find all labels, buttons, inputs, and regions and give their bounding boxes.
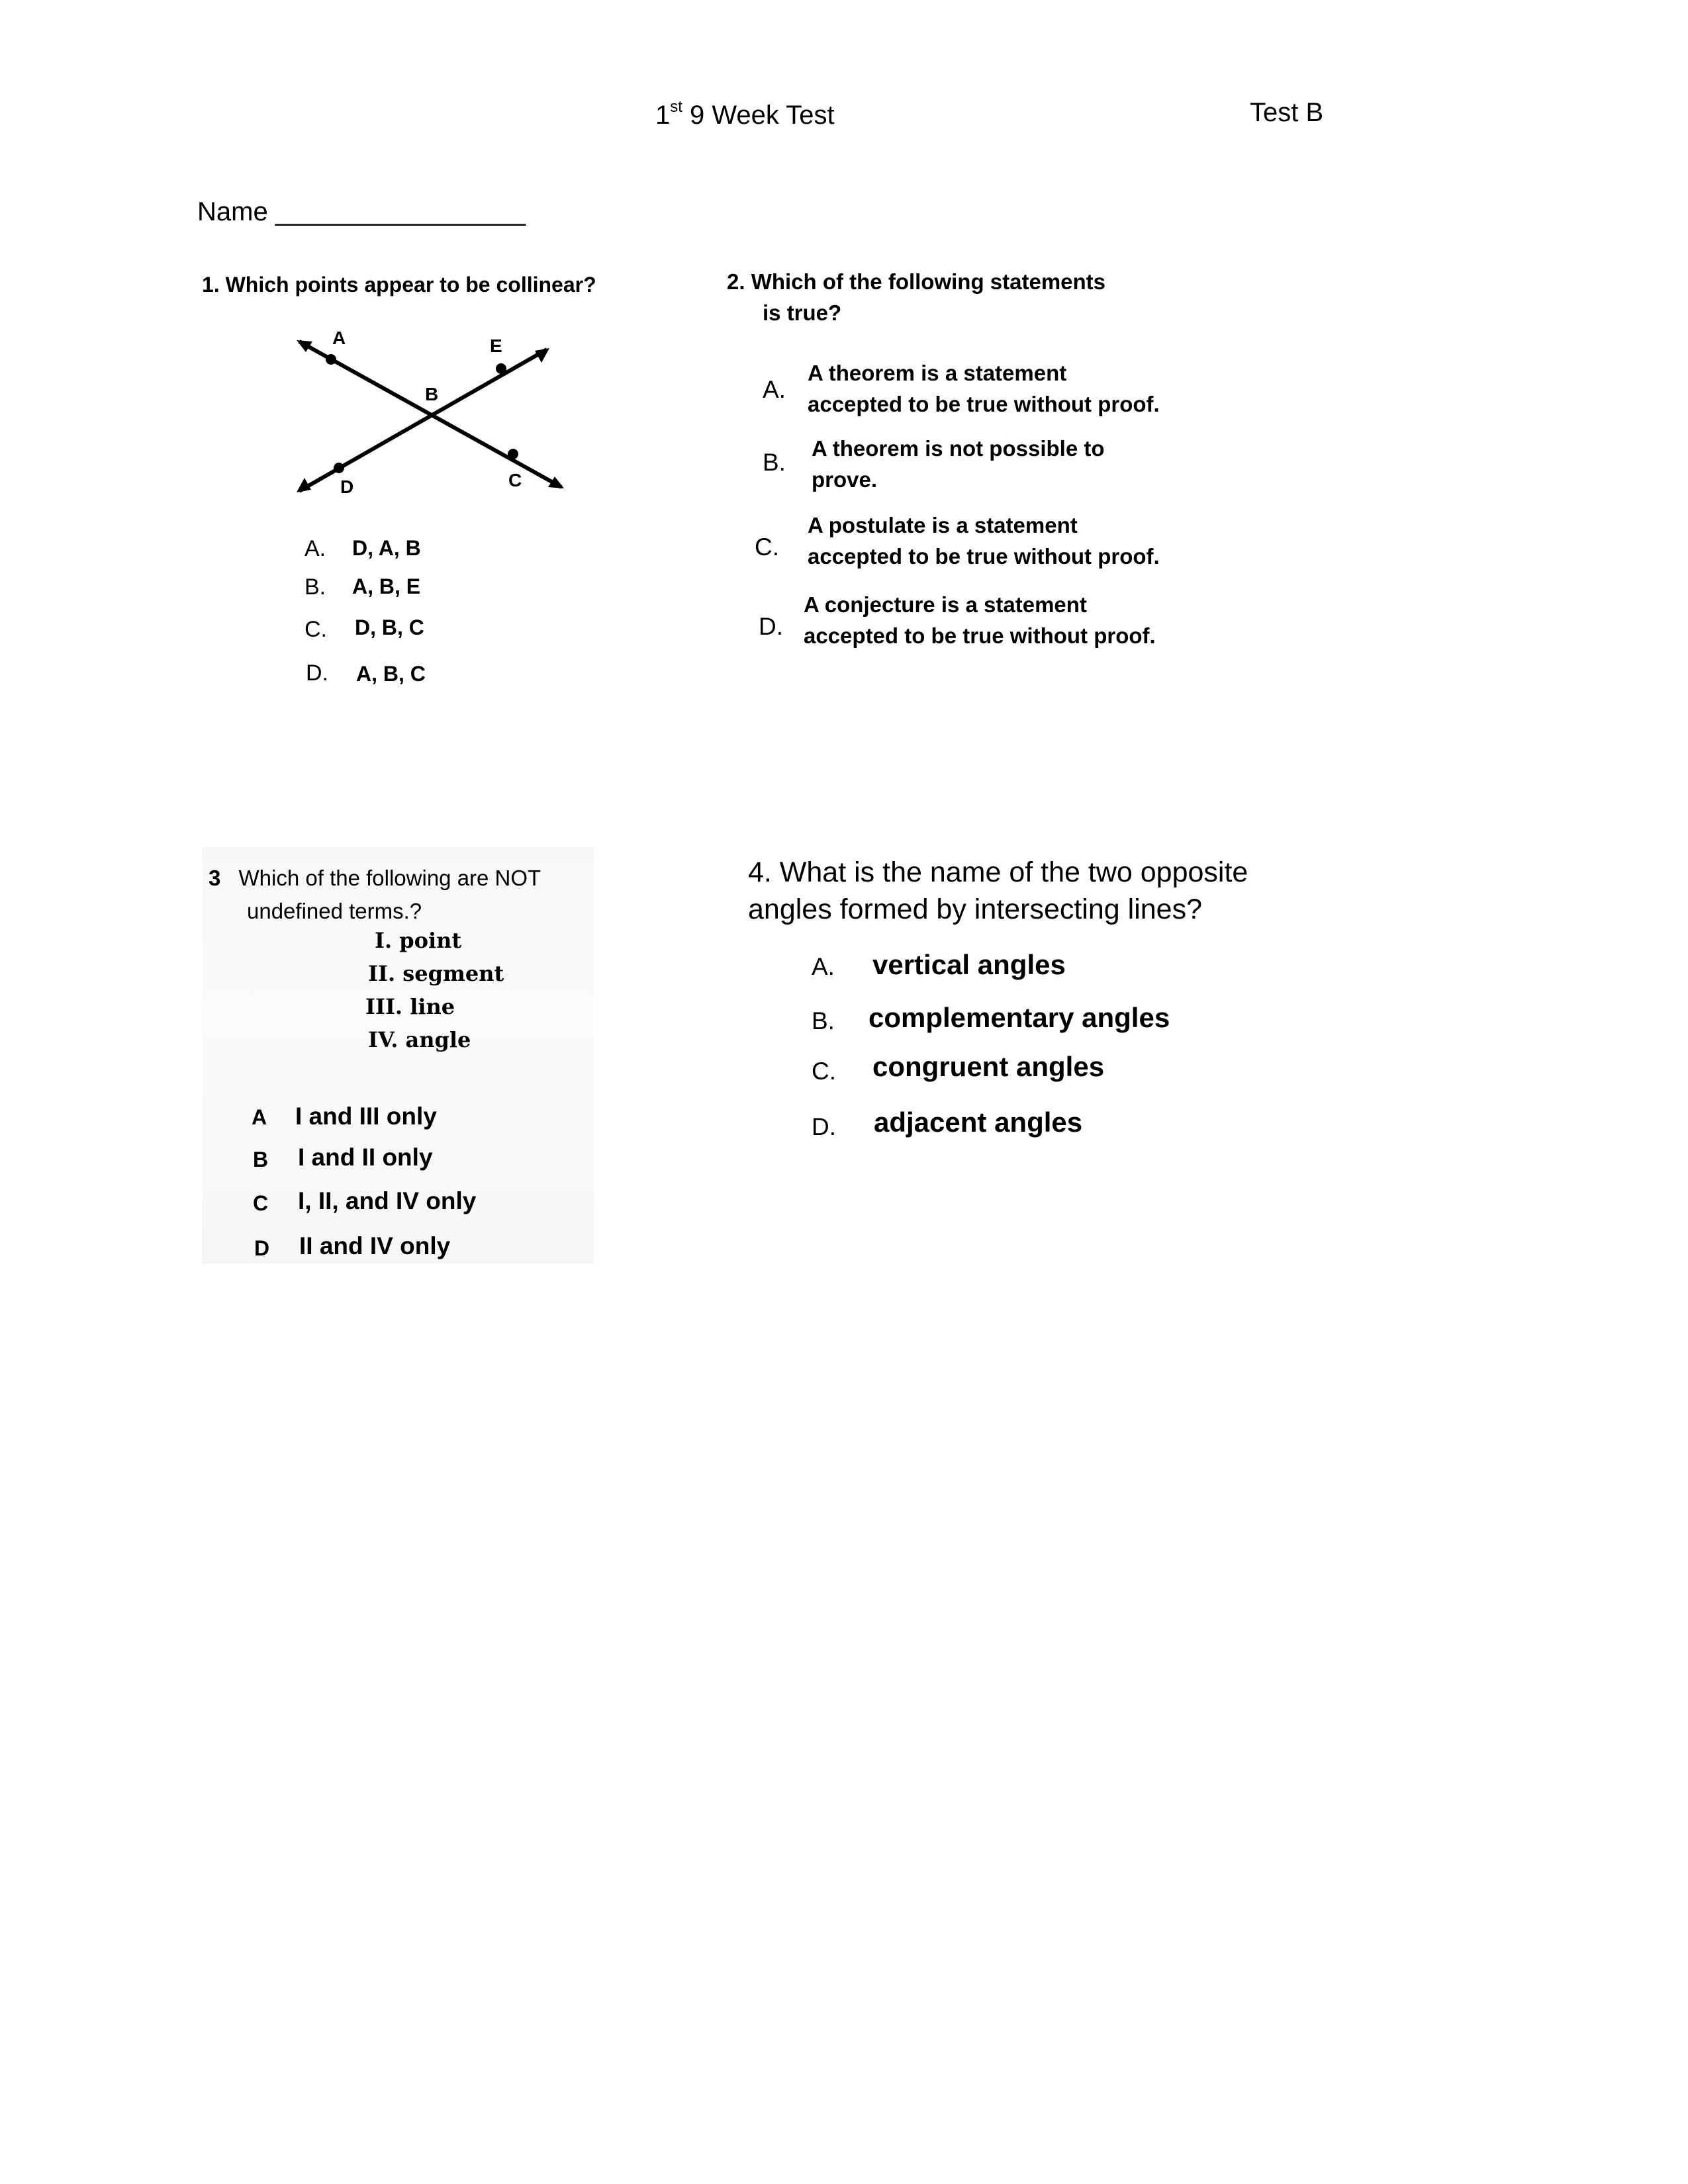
q3-term-3: III. line <box>365 994 455 1019</box>
title-number: 1 <box>655 101 671 130</box>
q3-option-b-text[interactable]: I and II only <box>298 1144 433 1171</box>
label-c: C <box>508 470 522 490</box>
q4-option-d-letter: D. <box>812 1113 836 1140</box>
q3-number: 3 <box>209 866 221 890</box>
q3-term-2: II. segment <box>368 961 504 986</box>
q1-option-b-letter: B. <box>305 574 326 600</box>
q1-option-a-text[interactable]: D, A, B <box>352 536 421 560</box>
label-a: A <box>332 328 346 348</box>
q2-option-b-line1: A theorem is not possible to <box>812 436 1105 461</box>
q4-option-b-letter: B. <box>812 1007 835 1034</box>
q2-option-b-line2: prove. <box>812 467 878 492</box>
q1-option-d-text[interactable]: A, B, C <box>356 662 426 686</box>
q3-line-2: undefined terms.? <box>247 899 422 923</box>
q2-option-a-letter: A. <box>763 376 786 403</box>
q1-option-c-letter: C. <box>305 617 327 642</box>
name-field-label[interactable]: Name _________________ <box>197 197 526 226</box>
q4-option-c-letter: C. <box>812 1058 836 1085</box>
q2-option-d-line1: A conjecture is a statement <box>804 592 1087 617</box>
q2-option-c-line2: accepted to be true without proof. <box>808 544 1160 569</box>
q3-term-4: IV. angle <box>368 1027 471 1052</box>
q2-option-c-letter: C. <box>755 533 779 561</box>
question-2-text <box>727 266 1105 328</box>
q4-option-a-text[interactable]: vertical angles <box>872 949 1066 980</box>
q1-option-a-letter: A. <box>305 536 326 561</box>
test-version-label: Test B <box>1250 98 1324 127</box>
point-a <box>326 354 336 365</box>
point-c <box>508 449 518 459</box>
q1-option-c-text[interactable]: D, B, C <box>355 615 424 639</box>
label-e: E <box>490 336 502 356</box>
q3-option-a-text[interactable]: I and III only <box>295 1103 437 1130</box>
question-3-text <box>209 862 541 928</box>
q3-option-d-letter: D <box>254 1236 270 1260</box>
q3-option-c-text[interactable]: I, II, and IV only <box>298 1187 477 1214</box>
title-rest: 9 Week Test <box>682 101 835 130</box>
q1-option-b-text[interactable]: A, B, E <box>352 574 421 598</box>
question-1-text: 1. Which points appear to be collinear? <box>202 273 596 296</box>
q3-option-a-letter: A <box>252 1105 267 1129</box>
q4-option-b-text[interactable]: complementary angles <box>868 1002 1170 1033</box>
q2-option-d-line2: accepted to be true without proof. <box>804 623 1156 648</box>
q2-line-1: 2. Which of the following statements <box>727 269 1106 294</box>
page-title <box>655 98 835 130</box>
q1-option-d-letter: D. <box>306 660 328 686</box>
q2-option-b-letter: B. <box>763 449 786 476</box>
q4-option-c-text[interactable]: congruent angles <box>872 1051 1105 1082</box>
q2-option-c-text[interactable] <box>808 510 1160 572</box>
q2-option-a-line2: accepted to be true without proof. <box>808 392 1160 416</box>
q2-option-a-line1: A theorem is a statement <box>808 361 1067 385</box>
q4-line-1: 4. What is the name of the two opposite <box>748 856 1248 888</box>
q3-line-1: Which of the following are NOT <box>238 866 541 890</box>
point-d <box>334 463 344 473</box>
q3-option-b-letter: B <box>253 1148 269 1171</box>
q2-option-d-text[interactable] <box>804 589 1156 651</box>
q4-option-d-text[interactable]: adjacent angles <box>874 1107 1083 1138</box>
label-b: B <box>425 384 439 404</box>
q2-option-d-letter: D. <box>759 613 783 640</box>
q2-option-b-text[interactable] <box>812 433 1105 495</box>
q4-line-2: angles formed by intersecting lines? <box>748 893 1202 925</box>
q4-option-a-letter: A. <box>812 953 835 980</box>
question-4-text <box>748 854 1248 928</box>
q3-option-c-letter: C <box>253 1191 269 1215</box>
q2-option-c-line1: A postulate is a statement <box>808 513 1078 537</box>
label-d: D <box>340 477 354 497</box>
point-e <box>496 363 506 374</box>
intersecting-lines-diagram <box>285 324 576 510</box>
title-superscript: st <box>670 98 682 116</box>
q3-term-1: I. point <box>375 928 462 953</box>
q2-line-2: is true? <box>763 300 842 325</box>
q3-option-d-text[interactable]: II and IV only <box>299 1232 451 1259</box>
q2-option-a-text[interactable] <box>808 357 1160 420</box>
